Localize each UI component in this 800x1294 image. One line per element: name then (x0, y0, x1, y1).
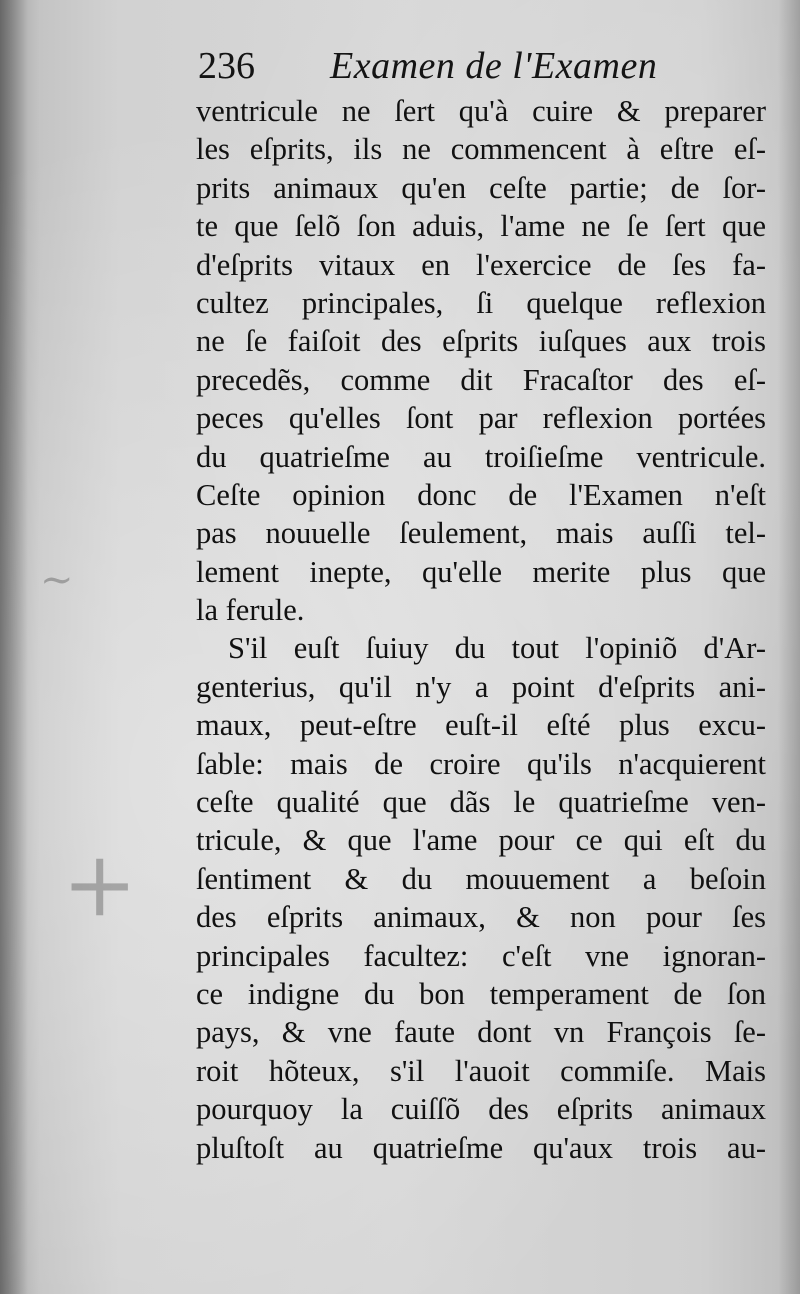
text-line: lement inepte, qu'elle merite plus que (196, 554, 766, 589)
text-line: pas nouuelle ſeulement, mais auſſi tel- (196, 516, 766, 551)
body-text (196, 92, 766, 1167)
text-line: principales facultez: c'eſt vne ignoran- (196, 938, 766, 973)
text-line: ſentiment & du mouuement a beſoin (196, 861, 766, 896)
text-line: d'eſprits vitaux en l'exercice de ſes fa- (196, 247, 766, 282)
page-header (198, 44, 678, 94)
text-line: du quatrieſme au troiſieſme ventricule. (196, 439, 766, 474)
text-line: pays, & vne faute dont vn François ſe- (196, 1015, 766, 1050)
text-line: pourquoy la cuiſſõ des eſprits animaux (196, 1092, 766, 1127)
text-line: roit hõteux, s'il l'auoit commiſe. Mais (196, 1053, 766, 1088)
text-line: tricule, & que l'ame pour ce qui eſt du (196, 823, 766, 858)
page-edge-shadow (778, 0, 800, 1294)
text-line: les eſprits, ils ne commencent à eſtre eſ- (196, 132, 766, 167)
text-line: genterius, qu'il n'y a point d'eſprits ani- (196, 669, 766, 704)
text-line: maux, peut-eſtre euſt-il eſté plus excu- (196, 708, 766, 743)
text-line: ceſte qualité que dãs le quatrieſme ven- (196, 785, 766, 820)
text-line: des eſprits animaux, & non pour ſes (196, 900, 766, 935)
text-line: precedẽs, comme dit Fracaſtor des eſ- (196, 362, 766, 397)
text-line: ventricule ne ſert qu'à cuire & preparer (196, 94, 766, 128)
text-line: Ceſte opinion donc de l'Examen n'eſt (196, 477, 766, 512)
text-line: la ferule. (196, 593, 305, 628)
text-line: prits animaux qu'en ceſte partie; de ſor- (196, 170, 766, 205)
text-line: ce indigne du bon temperament de ſon (196, 976, 766, 1011)
text-line: S'il euſt ſuiuy du tout l'opiniõ d'Ar- (228, 631, 766, 666)
running-head: Examen de l'Examen (330, 45, 658, 87)
text-line: ſable: mais de croire qu'ils n'acquierent (196, 746, 766, 781)
show-through-mark: ~ (40, 557, 74, 603)
text-line: te que ſelõ ſon aduis, l'ame ne ſe ſert que (196, 209, 766, 244)
text-line: cultez principales, ſi quelque reflexion (196, 285, 766, 320)
text-line: pluſtoſt au quatrieſme qu'aux trois au- (196, 1130, 766, 1165)
show-through-mark: + (62, 832, 138, 937)
page-number: 236 (198, 45, 255, 87)
text-line: peces qu'elles ſont par reflexion portées (196, 401, 766, 436)
text-line: ne ſe faiſoit des eſprits iuſques aux trois (196, 324, 766, 359)
gutter-shadow (0, 0, 28, 1294)
